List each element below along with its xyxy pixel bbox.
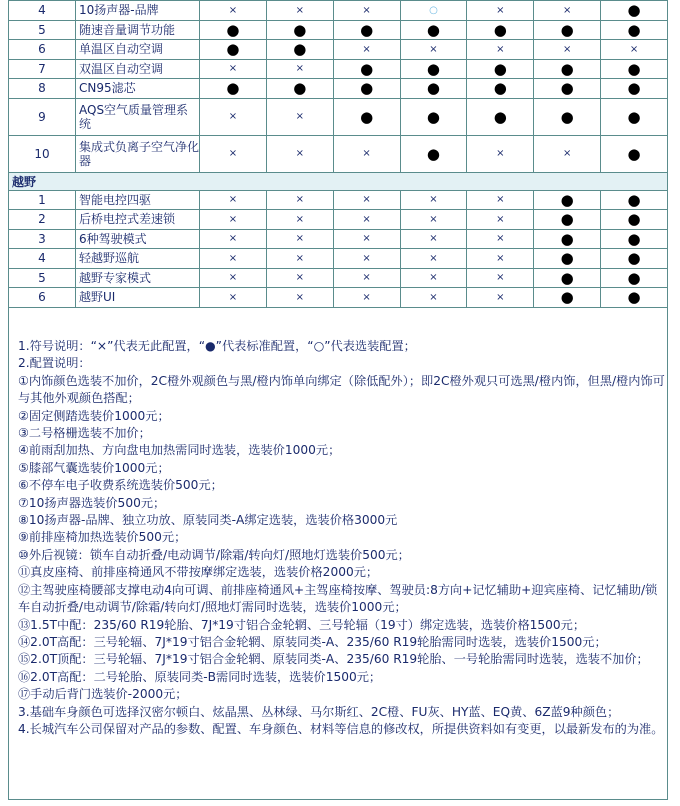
config-value-cell: × (467, 249, 534, 269)
feature-name: 后桥电控式差速锁 (76, 210, 200, 230)
config-value-cell: × (200, 98, 267, 135)
feature-name: CN95滤芯 (76, 79, 200, 99)
feature-name: 双温区自动空调 (76, 59, 200, 79)
config-value-cell: ● (400, 79, 467, 99)
config-value-cell: ● (400, 20, 467, 40)
feature-name: 6种驾驶模式 (76, 229, 200, 249)
config-value-cell: × (400, 40, 467, 60)
config-value-cell: × (400, 229, 467, 249)
feature-name: 集成式负离子空气净化器 (76, 135, 200, 172)
note-line: ②固定侧踏选装价1000元； (18, 408, 170, 423)
config-value-cell: ● (601, 59, 668, 79)
offroad-rows (9, 190, 668, 307)
config-value-cell: × (333, 249, 400, 269)
config-value-cell: × (200, 190, 267, 210)
row-number: 4 (9, 249, 76, 269)
config-value-cell: × (467, 135, 534, 172)
config-value-cell: ● (534, 210, 601, 230)
row-number: 8 (9, 79, 76, 99)
config-value-cell: × (534, 40, 601, 60)
config-value-cell: × (266, 59, 333, 79)
notes-block (18, 338, 666, 738)
table-row (9, 135, 668, 172)
table-row (9, 20, 668, 40)
table-row (9, 98, 668, 135)
row-number: 9 (9, 98, 76, 135)
config-value-cell: ● (266, 79, 333, 99)
config-value-cell: × (266, 210, 333, 230)
config-value-cell: ● (534, 249, 601, 269)
config-value-cell: ● (601, 288, 668, 308)
table-row (9, 190, 668, 210)
table-row (9, 210, 668, 230)
note-line: ③二号格栅选装不加价； (18, 426, 151, 441)
config-value-cell: × (333, 210, 400, 230)
config-value-cell: × (200, 135, 267, 172)
config-value-cell: × (601, 40, 668, 60)
config-value-cell: ● (601, 190, 668, 210)
config-value-cell: ● (534, 229, 601, 249)
note-line: ⑧10扬声器-品牌、独立功放、原装同类-A绑定选装，选装价格3000元 (18, 513, 398, 528)
config-value-cell: ● (333, 79, 400, 99)
config-value-cell: ● (200, 79, 267, 99)
row-number: 6 (9, 40, 76, 60)
note-line: ⑮2.0T顶配：三号轮辐、7J*19寸铝合金轮辋、原装同类-A、235/60 R19轮胎、一号轮胎需同时选装，选装不加价； (18, 652, 649, 667)
note-line: ④前雨刮加热、方向盘电加热需同时选装，选装价1000元； (18, 443, 341, 458)
config-value-cell: ● (200, 20, 267, 40)
feature-name: 随速音量调节功能 (76, 20, 200, 40)
config-value-cell: ● (467, 59, 534, 79)
note-line: ⑰手动后背门选装价-2000元； (18, 687, 188, 702)
config-table (8, 0, 668, 308)
row-number: 5 (9, 268, 76, 288)
row-number: 3 (9, 229, 76, 249)
table-row (9, 268, 668, 288)
config-value-cell: ● (601, 229, 668, 249)
config-value-cell: × (400, 268, 467, 288)
config-value-cell: × (200, 59, 267, 79)
config-value-cell: × (467, 229, 534, 249)
config-value-cell: ● (400, 59, 467, 79)
row-number: 2 (9, 210, 76, 230)
config-value-cell: × (333, 135, 400, 172)
table-row (9, 40, 668, 60)
config-value-cell: × (400, 210, 467, 230)
note-line: ⑬1.5T中配：235/60 R19轮胎、7J*19寸铝合金轮辋、三号轮辐（19寸）绑定选装，选装价格1500元； (18, 617, 586, 632)
config-value-cell: × (200, 268, 267, 288)
note-line: ⑨前排座椅加热选装价500元； (18, 530, 187, 545)
table-row (9, 288, 668, 308)
config-value-cell: × (534, 135, 601, 172)
config-value-cell: ● (400, 135, 467, 172)
note-line: ⑫主驾驶座椅腰部支撑电动4向可调、前排座椅通风+主驾座椅按摩、驾驶员:8方向+记忆辅助+迎宾座椅、记忆辅助/锁车自动折叠/电动调节/除霜/转向灯/照地灯需同时选装，选装价1000元； (18, 582, 658, 615)
config-value-cell: × (333, 229, 400, 249)
table-row (9, 249, 668, 269)
config-value-cell: × (400, 288, 467, 308)
row-number: 4 (9, 1, 76, 21)
row-number: 6 (9, 288, 76, 308)
config-value-cell: × (200, 229, 267, 249)
config-value-cell: × (200, 210, 267, 230)
config-value-cell: ● (601, 20, 668, 40)
config-value-cell: × (467, 40, 534, 60)
config-value-cell: ● (534, 288, 601, 308)
config-value-cell: × (266, 229, 333, 249)
config-value-cell: × (266, 190, 333, 210)
note-line: 4.长城汽车公司保留对产品的参数、配置、车身颜色、材料等信息的修改权，所提供资料如有变更，以最新发布的为准。 (18, 721, 664, 736)
config-value-cell: × (266, 98, 333, 135)
note-line: ⑥不停车电子收费系统选装价500元； (18, 478, 223, 493)
config-value-cell: ● (333, 59, 400, 79)
row-number: 5 (9, 20, 76, 40)
config-value-cell: ● (467, 79, 534, 99)
config-value-cell: × (266, 268, 333, 288)
note-line: ①内饰颜色选装不加价，2C橙外观颜色与黑/橙内饰单向绑定（除低配外）；即2C橙外观只可选黑/橙内饰，但黑/橙内饰可与其他外观颜色搭配； (18, 373, 665, 406)
config-value-cell: × (200, 1, 267, 21)
config-value-cell: ● (333, 98, 400, 135)
config-value-cell: ● (534, 190, 601, 210)
config-value-cell: ● (534, 79, 601, 99)
config-value-cell: ● (601, 98, 668, 135)
feature-name: 10扬声器-品牌 (76, 1, 200, 21)
config-value-cell: ● (266, 40, 333, 60)
config-value-cell: ● (534, 268, 601, 288)
config-value-cell: ● (200, 40, 267, 60)
config-value-cell: × (266, 1, 333, 21)
config-value-cell: ● (467, 20, 534, 40)
config-value-cell: × (200, 249, 267, 269)
config-value-cell: × (400, 190, 467, 210)
config-value-cell: × (266, 288, 333, 308)
config-value-cell: ● (601, 79, 668, 99)
config-value-cell: × (534, 1, 601, 21)
table-row (9, 1, 668, 21)
comfort-rows (9, 1, 668, 173)
config-value-cell: ● (266, 20, 333, 40)
config-value-cell: ● (601, 249, 668, 269)
config-value-cell: ● (534, 59, 601, 79)
config-value-cell: ● (467, 98, 534, 135)
config-value-cell: ● (601, 268, 668, 288)
config-value-cell: ○ (400, 1, 467, 21)
config-value-cell: × (467, 288, 534, 308)
config-value-cell: × (333, 288, 400, 308)
note-line: 1.符号说明：“×”代表无此配置，“●”代表标准配置，“○”代表选装配置； (18, 339, 416, 353)
section-header-row (9, 172, 668, 190)
feature-name: AQS空气质量管理系统 (76, 98, 200, 135)
note-line: ⑤膝部气囊选装价1000元； (18, 460, 170, 475)
config-value-cell: × (200, 288, 267, 308)
config-value-cell: × (467, 1, 534, 21)
config-value-cell: ● (601, 135, 668, 172)
config-value-cell: × (467, 268, 534, 288)
offroad-section (9, 172, 668, 190)
config-value-cell: × (467, 190, 534, 210)
feature-name: 越野UI (76, 288, 200, 308)
table-row (9, 229, 668, 249)
feature-name: 单温区自动空调 (76, 40, 200, 60)
config-value-cell: × (333, 190, 400, 210)
table-row (9, 79, 668, 99)
config-value-cell: × (266, 249, 333, 269)
note-line: ⑦10扬声器选装价500元； (18, 495, 166, 510)
row-number: 7 (9, 59, 76, 79)
config-value-cell: × (266, 135, 333, 172)
feature-name: 智能电控四驱 (76, 190, 200, 210)
note-line: ⑩外后视镜：锁车自动折叠/电动调节/除霜/转向灯/照地灯选装价500元； (18, 547, 410, 562)
config-value-cell: ● (601, 1, 668, 21)
table-row (9, 59, 668, 79)
row-number: 1 (9, 190, 76, 210)
note-line: 2.配置说明： (18, 356, 91, 371)
config-value-cell: ● (333, 20, 400, 40)
config-value-cell: ● (601, 210, 668, 230)
config-value-cell: × (400, 249, 467, 269)
config-value-cell: ● (534, 20, 601, 40)
note-line: ⑪真皮座椅、前排座椅通风不带按摩绑定选装，选装价格2000元； (18, 565, 379, 580)
config-value-cell: × (467, 210, 534, 230)
section-title: 越野 (9, 172, 668, 190)
config-value-cell: × (333, 1, 400, 21)
feature-name: 轻越野巡航 (76, 249, 200, 269)
note-line: 3.基础车身颜色可选择汉密尔顿白、炫晶黑、丛林绿、马尔斯红、2C橙、FU灰、HY蓝、EQ黄、6Z蓝9种颜色； (18, 704, 620, 719)
config-value-cell: ● (400, 98, 467, 135)
config-value-cell: × (333, 268, 400, 288)
note-line: ⑭2.0T高配：三号轮辐、7J*19寸铝合金轮辋、原装同类-A、235/60 R19轮胎需同时选装，选装价1500元； (18, 634, 607, 649)
row-number: 10 (9, 135, 76, 172)
config-value-cell: ● (534, 98, 601, 135)
feature-name: 越野专家模式 (76, 268, 200, 288)
note-line: ⑯2.0T高配：二号轮胎、原装同类-B需同时选装，选装价1500元； (18, 669, 382, 684)
config-value-cell: × (333, 40, 400, 60)
